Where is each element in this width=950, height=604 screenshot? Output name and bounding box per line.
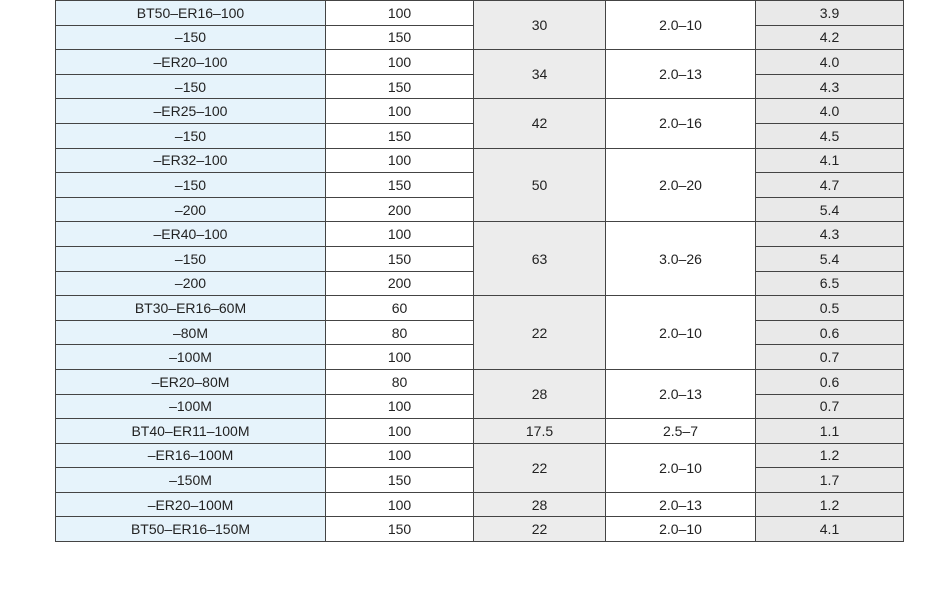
length-cell: 150 bbox=[326, 517, 474, 542]
diameter-cell: 34 bbox=[474, 50, 606, 99]
clamping-range-cell: 2.0–13 bbox=[606, 50, 756, 99]
clamping-range-cell: 2.0–10 bbox=[606, 443, 756, 492]
model-cell: –200 bbox=[56, 197, 326, 222]
length-cell: 100 bbox=[326, 443, 474, 468]
weight-cell: 4.5 bbox=[756, 123, 904, 148]
diameter-cell: 28 bbox=[474, 492, 606, 517]
diameter-cell: 42 bbox=[474, 99, 606, 148]
weight-cell: 5.4 bbox=[756, 246, 904, 271]
weight-cell: 4.1 bbox=[756, 517, 904, 542]
model-cell: –150 bbox=[56, 25, 326, 50]
weight-cell: 3.9 bbox=[756, 1, 904, 26]
diameter-cell: 50 bbox=[474, 148, 606, 222]
model-cell: –ER25–100 bbox=[56, 99, 326, 124]
model-cell: –150M bbox=[56, 468, 326, 493]
model-cell: –100M bbox=[56, 394, 326, 419]
model-cell: BT50–ER16–100 bbox=[56, 1, 326, 26]
diameter-cell: 17.5 bbox=[474, 419, 606, 444]
spec-table-body bbox=[56, 1, 904, 542]
length-cell: 100 bbox=[326, 1, 474, 26]
length-cell: 150 bbox=[326, 25, 474, 50]
model-cell: –ER20–100 bbox=[56, 50, 326, 75]
weight-cell: 4.1 bbox=[756, 148, 904, 173]
model-cell: –150 bbox=[56, 74, 326, 99]
model-cell: –ER20–100M bbox=[56, 492, 326, 517]
model-cell: BT40–ER11–100M bbox=[56, 419, 326, 444]
spec-table bbox=[55, 0, 904, 542]
length-cell: 150 bbox=[326, 173, 474, 198]
clamping-range-cell: 3.0–26 bbox=[606, 222, 756, 296]
length-cell: 60 bbox=[326, 296, 474, 321]
length-cell: 200 bbox=[326, 271, 474, 296]
length-cell: 100 bbox=[326, 99, 474, 124]
weight-cell: 1.2 bbox=[756, 492, 904, 517]
model-cell: –150 bbox=[56, 123, 326, 148]
diameter-cell: 30 bbox=[474, 1, 606, 50]
length-cell: 150 bbox=[326, 74, 474, 99]
weight-cell: 0.7 bbox=[756, 345, 904, 370]
model-cell: –80M bbox=[56, 320, 326, 345]
table-row bbox=[56, 492, 904, 517]
table-row bbox=[56, 369, 904, 394]
diameter-cell: 63 bbox=[474, 222, 606, 296]
table-row bbox=[56, 517, 904, 542]
table-row bbox=[56, 148, 904, 173]
weight-cell: 0.7 bbox=[756, 394, 904, 419]
clamping-range-cell: 2.0–16 bbox=[606, 99, 756, 148]
table-row bbox=[56, 50, 904, 75]
length-cell: 100 bbox=[326, 492, 474, 517]
weight-cell: 5.4 bbox=[756, 197, 904, 222]
table-row bbox=[56, 222, 904, 247]
length-cell: 100 bbox=[326, 50, 474, 75]
clamping-range-cell: 2.0–13 bbox=[606, 369, 756, 418]
clamping-range-cell: 2.0–13 bbox=[606, 492, 756, 517]
clamping-range-cell: 2.0–20 bbox=[606, 148, 756, 222]
weight-cell: 0.6 bbox=[756, 320, 904, 345]
diameter-cell: 28 bbox=[474, 369, 606, 418]
model-cell: –150 bbox=[56, 173, 326, 198]
model-cell: –ER40–100 bbox=[56, 222, 326, 247]
weight-cell: 4.7 bbox=[756, 173, 904, 198]
weight-cell: 1.7 bbox=[756, 468, 904, 493]
diameter-cell: 22 bbox=[474, 443, 606, 492]
weight-cell: 4.0 bbox=[756, 99, 904, 124]
model-cell: –200 bbox=[56, 271, 326, 296]
length-cell: 100 bbox=[326, 222, 474, 247]
length-cell: 150 bbox=[326, 468, 474, 493]
diameter-cell: 22 bbox=[474, 517, 606, 542]
clamping-range-cell: 2.5–7 bbox=[606, 419, 756, 444]
clamping-range-cell: 2.0–10 bbox=[606, 296, 756, 370]
table-row bbox=[56, 419, 904, 444]
model-cell: –100M bbox=[56, 345, 326, 370]
weight-cell: 0.5 bbox=[756, 296, 904, 321]
weight-cell: 4.2 bbox=[756, 25, 904, 50]
length-cell: 80 bbox=[326, 320, 474, 345]
length-cell: 100 bbox=[326, 148, 474, 173]
length-cell: 100 bbox=[326, 345, 474, 370]
length-cell: 100 bbox=[326, 419, 474, 444]
model-cell: BT30–ER16–60M bbox=[56, 296, 326, 321]
weight-cell: 6.5 bbox=[756, 271, 904, 296]
weight-cell: 4.3 bbox=[756, 74, 904, 99]
model-cell: –ER20–80M bbox=[56, 369, 326, 394]
table-row bbox=[56, 443, 904, 468]
model-cell: –ER32–100 bbox=[56, 148, 326, 173]
weight-cell: 1.1 bbox=[756, 419, 904, 444]
length-cell: 80 bbox=[326, 369, 474, 394]
model-cell: –ER16–100M bbox=[56, 443, 326, 468]
diameter-cell: 22 bbox=[474, 296, 606, 370]
length-cell: 200 bbox=[326, 197, 474, 222]
length-cell: 150 bbox=[326, 246, 474, 271]
table-row bbox=[56, 296, 904, 321]
length-cell: 150 bbox=[326, 123, 474, 148]
weight-cell: 1.2 bbox=[756, 443, 904, 468]
weight-cell: 4.3 bbox=[756, 222, 904, 247]
table-row bbox=[56, 99, 904, 124]
weight-cell: 0.6 bbox=[756, 369, 904, 394]
model-cell: BT50–ER16–150M bbox=[56, 517, 326, 542]
clamping-range-cell: 2.0–10 bbox=[606, 517, 756, 542]
length-cell: 100 bbox=[326, 394, 474, 419]
table-row bbox=[56, 1, 904, 26]
clamping-range-cell: 2.0–10 bbox=[606, 1, 756, 50]
weight-cell: 4.0 bbox=[756, 50, 904, 75]
model-cell: –150 bbox=[56, 246, 326, 271]
